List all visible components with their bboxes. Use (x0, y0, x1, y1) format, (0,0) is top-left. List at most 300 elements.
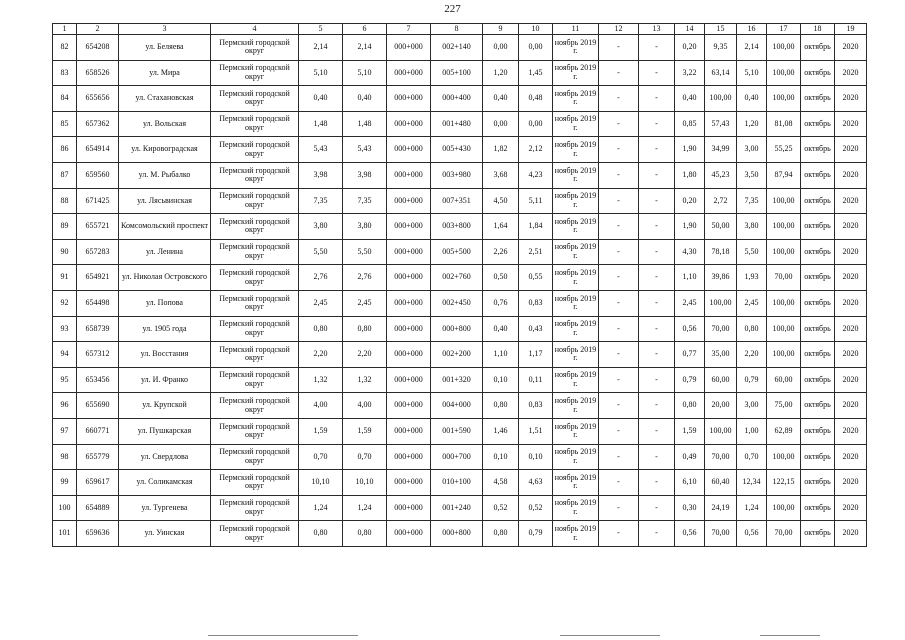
table-cell: октябрь (801, 265, 835, 291)
table-cell: - (639, 393, 675, 419)
table-cell: 70,00 (705, 521, 737, 547)
table-cell: 70,00 (705, 444, 737, 470)
table-cell: 57,43 (705, 111, 737, 137)
table-cell: Пермский городской округ (211, 495, 299, 521)
table-cell: Пермский городской округ (211, 137, 299, 163)
table-cell: ноябрь 2019 г. (553, 418, 599, 444)
table-cell: октябрь (801, 342, 835, 368)
table-cell: 003+980 (431, 162, 483, 188)
table-cell: 0,80 (299, 316, 343, 342)
table-cell: 1,24 (299, 495, 343, 521)
table-cell: октябрь (801, 137, 835, 163)
table-cell: 671425 (77, 188, 119, 214)
table-cell: 3,98 (343, 162, 387, 188)
table-cell: 100,00 (767, 316, 801, 342)
table-cell: ноябрь 2019 г. (553, 495, 599, 521)
table-cell: Пермский городской округ (211, 290, 299, 316)
table-cell: 39,86 (705, 265, 737, 291)
table-cell: - (639, 86, 675, 112)
table-cell: 000+000 (387, 162, 431, 188)
table-cell: 005+500 (431, 239, 483, 265)
table-cell: 7,35 (343, 188, 387, 214)
table-cell: 100 (53, 495, 77, 521)
column-number-cell: 8 (431, 24, 483, 35)
table-cell: 2020 (835, 316, 867, 342)
table-cell: 0,70 (343, 444, 387, 470)
table-cell: 2020 (835, 86, 867, 112)
table-cell: 000+000 (387, 265, 431, 291)
table-cell: 005+100 (431, 60, 483, 86)
table-cell: 000+000 (387, 444, 431, 470)
table-cell: 2,20 (299, 342, 343, 368)
table-cell: 002+140 (431, 35, 483, 61)
table-cell: 1,24 (737, 495, 767, 521)
table-cell: 7,35 (299, 188, 343, 214)
table-cell: 000+800 (431, 316, 483, 342)
table-cell: 2020 (835, 470, 867, 496)
column-number-cell: 7 (387, 24, 431, 35)
table-cell: 000+800 (431, 521, 483, 547)
table-row (53, 111, 867, 137)
table-cell: 5,43 (299, 137, 343, 163)
table-cell: 0,85 (675, 111, 705, 137)
table-row (53, 470, 867, 496)
table-cell: 4,00 (343, 393, 387, 419)
table-cell: ноябрь 2019 г. (553, 393, 599, 419)
table-cell: 657283 (77, 239, 119, 265)
table-cell: 24,19 (705, 495, 737, 521)
table-body (53, 24, 867, 547)
table-cell: 2020 (835, 35, 867, 61)
column-number-cell: 15 (705, 24, 737, 35)
table-cell: 001+240 (431, 495, 483, 521)
table-cell: Пермский городской округ (211, 239, 299, 265)
table-cell: 0,52 (483, 495, 519, 521)
table-cell: 0,80 (343, 316, 387, 342)
table-cell: 70,00 (767, 265, 801, 291)
table-cell: Пермский городской округ (211, 367, 299, 393)
table-cell: 000+000 (387, 137, 431, 163)
table-cell: 4,50 (483, 188, 519, 214)
table-cell: 97 (53, 418, 77, 444)
page-number: 227 (444, 3, 461, 15)
table-cell: 87 (53, 162, 77, 188)
column-number-cell: 16 (737, 24, 767, 35)
table-cell: 002+450 (431, 290, 483, 316)
table-cell: 5,50 (737, 239, 767, 265)
table-cell: ул. Беляева (119, 35, 211, 61)
table-cell: 82 (53, 35, 77, 61)
column-number-cell: 13 (639, 24, 675, 35)
table-cell: 1,24 (343, 495, 387, 521)
table-cell: октябрь (801, 86, 835, 112)
table-cell: 660771 (77, 418, 119, 444)
table-cell: 005+430 (431, 137, 483, 163)
table-cell: 3,00 (737, 137, 767, 163)
table-cell: 100,00 (767, 35, 801, 61)
table-cell: Пермский городской округ (211, 470, 299, 496)
table-cell: 20,00 (705, 393, 737, 419)
table-cell: октябрь (801, 35, 835, 61)
table-cell: ноябрь 2019 г. (553, 470, 599, 496)
table-cell: 99 (53, 470, 77, 496)
table-cell: 2,45 (343, 290, 387, 316)
table-cell: ул. Кировоградская (119, 137, 211, 163)
table-cell: 2,76 (343, 265, 387, 291)
table-cell: 4,63 (519, 470, 553, 496)
table-cell: ноябрь 2019 г. (553, 188, 599, 214)
table-cell: 2,45 (737, 290, 767, 316)
table-cell: ноябрь 2019 г. (553, 290, 599, 316)
table-cell: 1,82 (483, 137, 519, 163)
table-cell: 100,00 (767, 495, 801, 521)
table-cell: 0,20 (675, 35, 705, 61)
table-row (53, 265, 867, 291)
table-cell: 2020 (835, 521, 867, 547)
table-cell: 0,83 (519, 393, 553, 419)
table-cell: ул. М. Рыбалко (119, 162, 211, 188)
table-cell: 5,43 (343, 137, 387, 163)
table-cell: - (599, 290, 639, 316)
table-cell: 89 (53, 214, 77, 240)
table-cell: 2020 (835, 137, 867, 163)
table-cell: 4,23 (519, 162, 553, 188)
table-cell: ноябрь 2019 г. (553, 162, 599, 188)
table-cell: 000+000 (387, 290, 431, 316)
table-cell: 93 (53, 316, 77, 342)
table-cell: октябрь (801, 188, 835, 214)
table-cell: 0,83 (519, 290, 553, 316)
table-cell: ноябрь 2019 г. (553, 137, 599, 163)
table-cell: 6,10 (675, 470, 705, 496)
table-cell: 2,14 (737, 35, 767, 61)
table-cell: 100,00 (767, 86, 801, 112)
table-cell: 3,80 (299, 214, 343, 240)
table-cell: 000+000 (387, 60, 431, 86)
table-cell: ул. Уинская (119, 521, 211, 547)
table-cell: - (599, 111, 639, 137)
table-cell: ноябрь 2019 г. (553, 214, 599, 240)
table-cell: 1,84 (519, 214, 553, 240)
table-cell: 5,11 (519, 188, 553, 214)
table-cell: ул. Попова (119, 290, 211, 316)
table-cell: - (639, 239, 675, 265)
table-cell: 658739 (77, 316, 119, 342)
table-cell: 0,55 (519, 265, 553, 291)
table-cell: 86 (53, 137, 77, 163)
table-cell: - (639, 470, 675, 496)
table-cell: 100,00 (767, 342, 801, 368)
table-cell: 0,40 (299, 86, 343, 112)
table-cell: 002+760 (431, 265, 483, 291)
table-cell: 0,00 (483, 111, 519, 137)
column-number-cell: 12 (599, 24, 639, 35)
table-cell: - (639, 342, 675, 368)
table-cell: 2020 (835, 111, 867, 137)
table-cell: 000+000 (387, 239, 431, 265)
table-cell: 83 (53, 60, 77, 86)
table-cell: 2,12 (519, 137, 553, 163)
table-cell: октябрь (801, 239, 835, 265)
table-cell: 658526 (77, 60, 119, 86)
table-cell: октябрь (801, 393, 835, 419)
column-number-cell: 19 (835, 24, 867, 35)
table-cell: 122,15 (767, 470, 801, 496)
table-cell: - (599, 239, 639, 265)
table-cell: 2,14 (299, 35, 343, 61)
table-cell: Пермский городской округ (211, 393, 299, 419)
table-cell: Пермский городской округ (211, 418, 299, 444)
table-cell: 4,30 (675, 239, 705, 265)
scan-mark (760, 635, 820, 636)
table-cell: ул. Вольская (119, 111, 211, 137)
table-cell: 100,00 (767, 60, 801, 86)
table-cell: 5,10 (737, 60, 767, 86)
table-cell: 0,40 (737, 86, 767, 112)
table-cell: 45,23 (705, 162, 737, 188)
table-cell: 0,56 (737, 521, 767, 547)
table-cell: 654208 (77, 35, 119, 61)
table-cell: ул. Стахановская (119, 86, 211, 112)
table-cell: 85 (53, 111, 77, 137)
table-cell: 000+000 (387, 86, 431, 112)
table-row (53, 342, 867, 368)
table-cell: - (599, 316, 639, 342)
table-cell: - (599, 60, 639, 86)
table-cell: 1,45 (519, 60, 553, 86)
table-cell: 2,45 (299, 290, 343, 316)
table-cell: - (639, 60, 675, 86)
table-cell: 1,10 (675, 265, 705, 291)
table-cell: 007+351 (431, 188, 483, 214)
table-cell: 659560 (77, 162, 119, 188)
table-cell: 655721 (77, 214, 119, 240)
table-cell: 1,51 (519, 418, 553, 444)
table-cell: 100,00 (705, 290, 737, 316)
table-cell: 000+000 (387, 111, 431, 137)
table-cell: ноябрь 2019 г. (553, 35, 599, 61)
table-cell: 35,00 (705, 342, 737, 368)
table-cell: 654921 (77, 265, 119, 291)
table-cell: 0,80 (483, 393, 519, 419)
table-cell: - (599, 342, 639, 368)
table-cell: 1,48 (343, 111, 387, 137)
table-cell: Пермский городской округ (211, 188, 299, 214)
table-cell: - (639, 521, 675, 547)
table-cell: октябрь (801, 316, 835, 342)
table-cell: октябрь (801, 444, 835, 470)
table-cell: 000+700 (431, 444, 483, 470)
table-cell: 3,22 (675, 60, 705, 86)
table-cell: 0,77 (675, 342, 705, 368)
table-cell: 0,00 (483, 35, 519, 61)
table-cell: 0,79 (675, 367, 705, 393)
table-cell: 2,45 (675, 290, 705, 316)
table-cell: ноябрь 2019 г. (553, 521, 599, 547)
table-cell: 1,20 (737, 111, 767, 137)
table-cell: 2,14 (343, 35, 387, 61)
table-cell: 2020 (835, 188, 867, 214)
table-cell: 100,00 (767, 188, 801, 214)
table-cell: ул. Восстания (119, 342, 211, 368)
table-row (53, 239, 867, 265)
table-cell: Пермский городской округ (211, 265, 299, 291)
table-cell: 100,00 (767, 239, 801, 265)
table-cell: 34,99 (705, 137, 737, 163)
table-cell: 1,80 (675, 162, 705, 188)
table-cell: октябрь (801, 418, 835, 444)
table-row (53, 367, 867, 393)
table-cell: 0,79 (737, 367, 767, 393)
table-cell: ул. Мира (119, 60, 211, 86)
table-cell: октябрь (801, 162, 835, 188)
table-cell: ул. Крупской (119, 393, 211, 419)
table-cell: 000+000 (387, 367, 431, 393)
table-cell: 100,00 (705, 86, 737, 112)
table-cell: - (599, 470, 639, 496)
table-cell: ул. Пушкарская (119, 418, 211, 444)
table-row (53, 188, 867, 214)
table-cell: 002+200 (431, 342, 483, 368)
table-row (53, 393, 867, 419)
table-cell: Пермский городской округ (211, 86, 299, 112)
table-cell: 9,35 (705, 35, 737, 61)
table-cell: 1,32 (343, 367, 387, 393)
table-cell: - (599, 418, 639, 444)
table-cell: - (599, 367, 639, 393)
table-cell: 3,50 (737, 162, 767, 188)
table-cell: 2020 (835, 265, 867, 291)
table-cell: 1,64 (483, 214, 519, 240)
table-cell: 3,98 (299, 162, 343, 188)
table-row (53, 444, 867, 470)
table-cell: 5,50 (299, 239, 343, 265)
table-cell: 3,68 (483, 162, 519, 188)
table-cell: 2020 (835, 444, 867, 470)
table-cell: 000+400 (431, 86, 483, 112)
table-cell: 3,80 (343, 214, 387, 240)
table-cell: 653456 (77, 367, 119, 393)
table-cell: 000+000 (387, 393, 431, 419)
table-row (53, 316, 867, 342)
table-cell: 70,00 (705, 316, 737, 342)
table-cell: октябрь (801, 290, 835, 316)
table-cell: 92 (53, 290, 77, 316)
table-cell: октябрь (801, 367, 835, 393)
table-cell: Комсомольский проспект (119, 214, 211, 240)
table-cell: 0,40 (343, 86, 387, 112)
table-cell: ул. Свердлова (119, 444, 211, 470)
table-cell: октябрь (801, 495, 835, 521)
table-cell: - (639, 444, 675, 470)
table-cell: 63,14 (705, 60, 737, 86)
column-number-cell: 5 (299, 24, 343, 35)
table-cell: 1,59 (343, 418, 387, 444)
table-cell: Пермский городской округ (211, 444, 299, 470)
table-cell: 91 (53, 265, 77, 291)
table-row (53, 162, 867, 188)
table-cell: 0,80 (483, 521, 519, 547)
table-cell: Пермский городской округ (211, 60, 299, 86)
table-cell: 0,80 (299, 521, 343, 547)
table-cell: ул. Лясьвинская (119, 188, 211, 214)
table-cell: - (639, 265, 675, 291)
table-cell: 010+100 (431, 470, 483, 496)
table-cell: - (599, 265, 639, 291)
column-number-cell: 2 (77, 24, 119, 35)
table-cell: 0,80 (737, 316, 767, 342)
table-cell: - (639, 214, 675, 240)
table-cell: 60,40 (705, 470, 737, 496)
table-cell: - (599, 35, 639, 61)
table-cell: ноябрь 2019 г. (553, 367, 599, 393)
table-cell: 50,00 (705, 214, 737, 240)
table-cell: 96 (53, 393, 77, 419)
table-cell: 001+480 (431, 111, 483, 137)
table-cell: 78,18 (705, 239, 737, 265)
table-cell: 0,11 (519, 367, 553, 393)
table-cell: 3,80 (737, 214, 767, 240)
table-cell: 2,20 (737, 342, 767, 368)
table-cell: Пермский городской округ (211, 162, 299, 188)
table-cell: 2,76 (299, 265, 343, 291)
table-cell: 1,32 (299, 367, 343, 393)
table-cell: - (639, 367, 675, 393)
table-cell: 2020 (835, 367, 867, 393)
table-cell: 0,10 (483, 367, 519, 393)
table-cell: 000+000 (387, 188, 431, 214)
table-cell: 12,34 (737, 470, 767, 496)
table-cell: - (639, 418, 675, 444)
table-cell: 000+000 (387, 316, 431, 342)
table-cell: ул. Соликамская (119, 470, 211, 496)
table-cell: ноябрь 2019 г. (553, 444, 599, 470)
table-cell: 0,40 (483, 316, 519, 342)
table-cell: 60,00 (705, 367, 737, 393)
table-cell: 657312 (77, 342, 119, 368)
table-cell: - (639, 316, 675, 342)
table-cell: Пермский городской округ (211, 214, 299, 240)
table-row (53, 290, 867, 316)
table-cell: ул. И. Франко (119, 367, 211, 393)
table-cell: 1,46 (483, 418, 519, 444)
table-cell: - (639, 162, 675, 188)
table-row (53, 35, 867, 61)
table-cell: 0,49 (675, 444, 705, 470)
table-cell: 5,50 (343, 239, 387, 265)
table-cell: 000+000 (387, 342, 431, 368)
table-row (53, 86, 867, 112)
table-cell: 1,48 (299, 111, 343, 137)
table-row (53, 418, 867, 444)
table-cell: 2020 (835, 495, 867, 521)
table-cell: 60,00 (767, 367, 801, 393)
table-cell: 001+320 (431, 367, 483, 393)
column-number-cell: 18 (801, 24, 835, 35)
table-cell: 10,10 (299, 470, 343, 496)
table-cell: 2,20 (343, 342, 387, 368)
table-cell: 10,10 (343, 470, 387, 496)
table-cell: 2020 (835, 162, 867, 188)
table-cell: 1,10 (483, 342, 519, 368)
table-cell: 0,43 (519, 316, 553, 342)
table-cell: Пермский городской округ (211, 111, 299, 137)
table-cell: - (639, 495, 675, 521)
table-cell: октябрь (801, 60, 835, 86)
road-register-table (52, 23, 867, 547)
table-cell: 84 (53, 86, 77, 112)
table-cell: 1,59 (675, 418, 705, 444)
